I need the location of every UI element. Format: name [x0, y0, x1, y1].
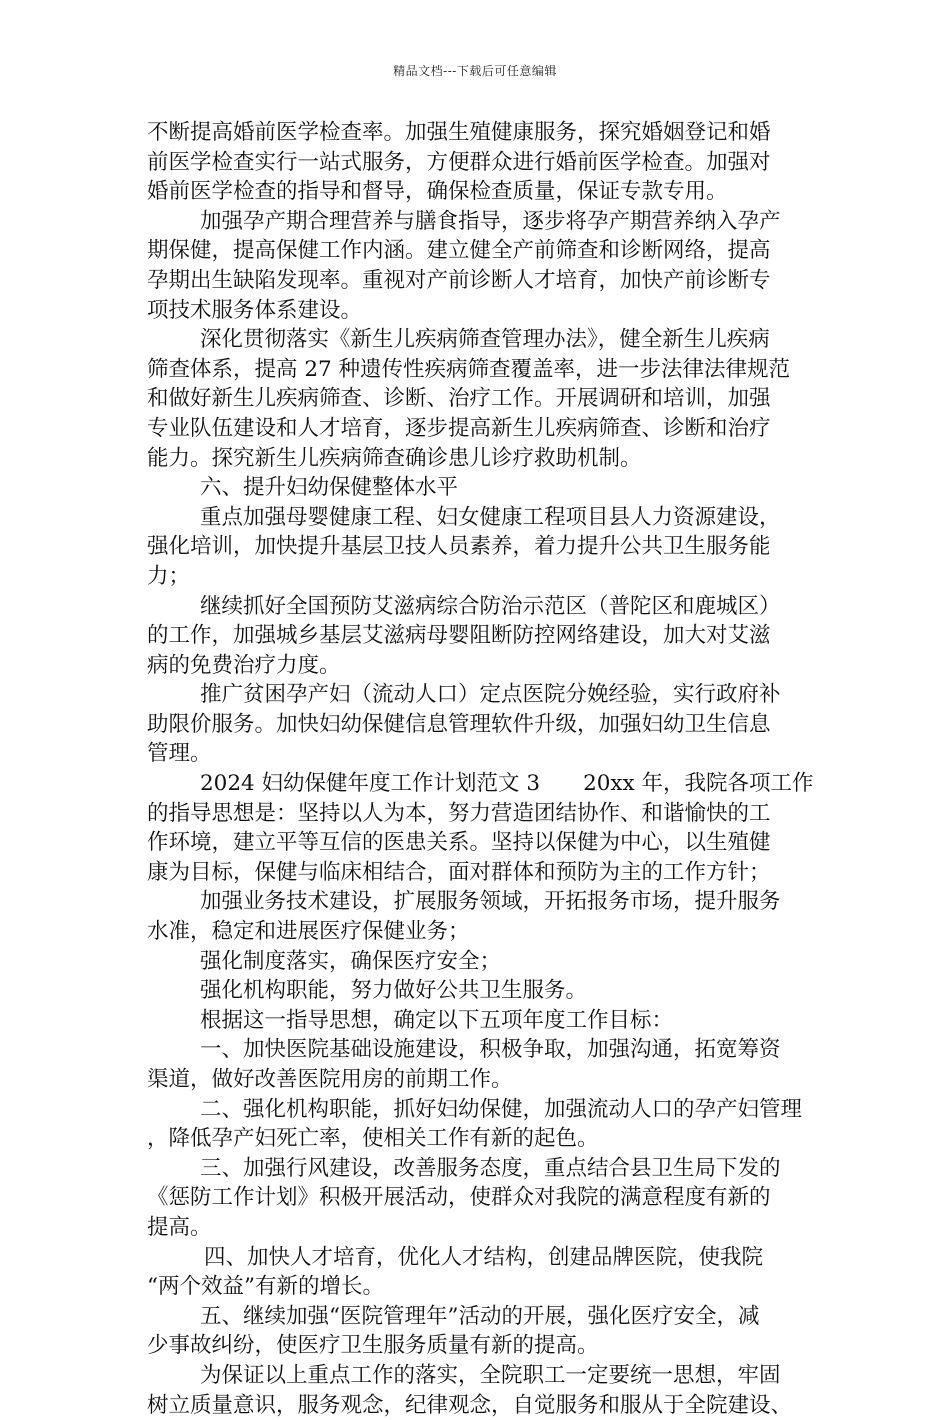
text-line: 少事故纠纷，使医疗卫生服务质量有新的提高。	[147, 1333, 599, 1359]
text-line: 强化培训，加快提升基层卫技人员素养，着力提升公共卫生服务能	[147, 534, 771, 560]
text-line: 提高。	[147, 1214, 212, 1240]
text-line: 三、加强行风建设，改善服务态度，重点结合县卫生局下发的	[200, 1155, 781, 1181]
text-line: 作环境，建立平等互信的医患关系。坚持以保健为中心，以生殖健	[147, 830, 771, 856]
text-line: 管理。	[147, 741, 212, 767]
text-line: 的指导思想是：坚持以人为本，努力营造团结协作、和谐愉快的工	[147, 800, 771, 826]
text-line: 加强业务技术建设，扩展服务领域，开拓报务市场，提升服务	[200, 889, 781, 915]
text-line: 渠道，做好改善医院用房的前期工作。	[147, 1067, 513, 1092]
text-line: 根据这一指导思想，确定以下五项年度工作目标：	[200, 1007, 674, 1033]
text-line: 为保证以上重点工作的落实，全院职工一定要统一思想，牢固	[200, 1362, 781, 1388]
text-line: 前医学检查实行一站式服务，方便群众进行婚前医学检查。加强对	[147, 149, 771, 175]
text-line: 四、加快人才培育，优化人才结构，创建品牌医院，使我院	[204, 1244, 764, 1270]
text-line: 推广贫困孕产妇（流动人口）定点医院分娩经验，实行政府补	[200, 682, 781, 708]
page-header: 精品文档---下载后可任意编辑	[393, 64, 557, 78]
text-line: 助限价服务。加快妇幼保健信息管理软件升级，加强妇幼卫生信息	[147, 711, 771, 737]
text-line: 专业队伍建设和人才培育，逐步提高新生儿疾病筛查、诊断和治疗	[147, 415, 771, 441]
text-line: 强化制度落实，确保医疗安全；	[200, 948, 502, 974]
text-line: “两个效益”有新的增长。	[147, 1274, 384, 1300]
text-line: 强化机构职能，努力做好公共卫生服务。	[200, 978, 588, 1004]
text-line: 五、继续加强“医院管理年”活动的开展，强化医疗安全，减	[200, 1303, 760, 1329]
text-line: 和做好新生儿疾病筛查、诊断、治疗工作。开展调研和培训，加强	[147, 386, 771, 412]
text-line: 二、强化机构职能，抓好妇幼保健，加强流动人口的孕产妇管理	[200, 1096, 803, 1122]
text-line: 2024 妇幼保健年度工作计划范文 3 20xx 年，我院各项工作	[200, 771, 814, 797]
text-line: 孕期出生缺陷发现率。重视对产前诊断人才培育，加快产前诊断专	[147, 267, 771, 293]
text-line: 病的免费治疗力度。	[147, 652, 341, 678]
text-line: 的工作，加强城乡基层艾滋病母婴阻断防控网络建设，加大对艾滋	[147, 623, 771, 649]
text-line: 能力。探究新生儿疾病筛查确诊患儿诊疗救助机制。	[147, 445, 642, 471]
text-line: 重点加强母婴健康工程、妇女健康工程项目县人力资源建设，	[200, 504, 781, 530]
text-line: 深化贯彻落实《新生儿疾病筛查管理办法》，健全新生儿疾病	[200, 327, 770, 353]
text-line: 继续抓好全国预防艾滋病综合防治示范区（普陀区和鹿城区）	[200, 593, 781, 619]
section-heading: 六、提升妇幼保健整体水平	[200, 475, 459, 501]
text-line: 力；	[147, 563, 191, 589]
text-line: 加强孕产期合理营养与膳食指导，逐步将孕产期营养纳入孕产	[200, 208, 781, 234]
text-line: 不断提高婚前医学检查率。加强生殖健康服务，探究婚姻登记和婚	[147, 120, 771, 145]
document-body	[147, 118, 814, 1420]
text-line: 树立质量意识，服务观念，纪律观念，自觉服务和服从于全院建设、	[147, 1392, 793, 1418]
text-line: 期保健，提高保健工作内涵。建立健全产前筛查和诊断网络，提高	[147, 238, 771, 264]
text-line: 水准，稳定和进展医疗保健业务；	[147, 919, 470, 945]
text-line: 一、加快医院基础设施建设，积极争取，加强沟通，拓宽筹资	[200, 1037, 781, 1063]
text-line: 筛查体系，提高 27 种遗传性疾病筛查覆盖率，进一步法律法律规范	[147, 356, 791, 382]
text-line: 康为目标，保健与临床相结合，面对群体和预防为主的工作方针；	[147, 859, 771, 885]
text-line: 《惩防工作计划》积极开展活动，使群众对我院的满意程度有新的	[147, 1185, 771, 1211]
text-line: ，降低孕产妇死亡率，使相关工作有新的起色。	[147, 1126, 599, 1152]
text-line: 婚前医学检查的指导和督导，确保检查质量，保证专款专用。	[147, 179, 728, 205]
text-line: 项技术服务体系建设。	[147, 297, 363, 323]
